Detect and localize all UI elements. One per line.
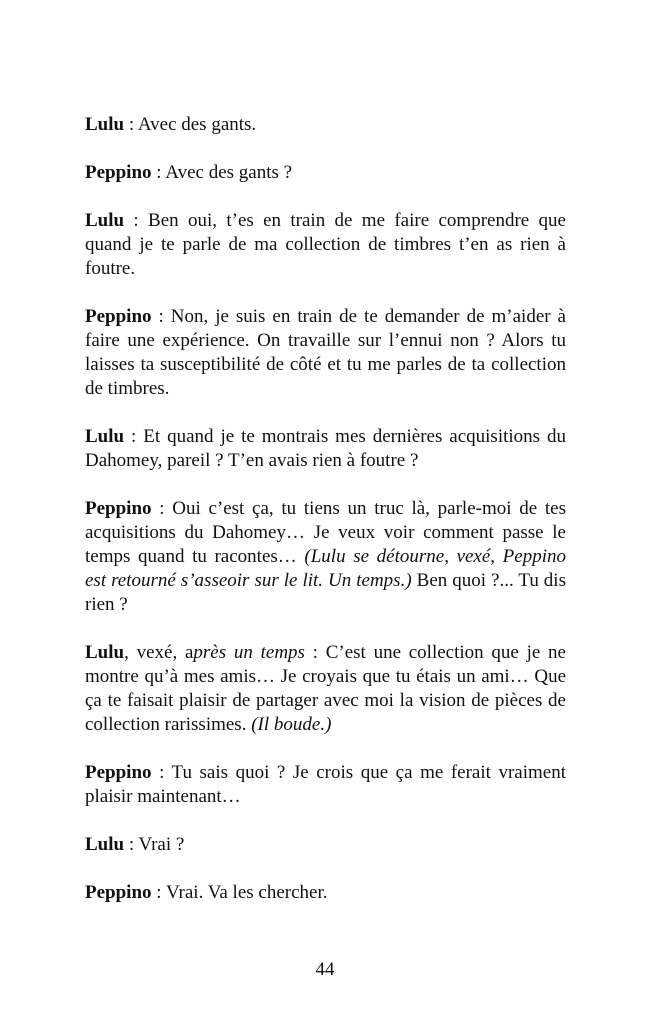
speaker-name: Peppino bbox=[85, 498, 152, 519]
dialogue-line: , vexé, a bbox=[124, 642, 194, 663]
speaker-name: Lulu bbox=[85, 114, 125, 135]
dialogue-paragraph bbox=[85, 209, 566, 281]
dialogue-line: Ben quoi ?... Tu dis rien ? bbox=[85, 570, 566, 615]
page-body bbox=[85, 113, 566, 929]
speaker-name: Peppino bbox=[85, 162, 152, 183]
dialogue-paragraph bbox=[85, 161, 566, 185]
dialogue-line: : Avec des gants. bbox=[124, 114, 257, 135]
dialogue-text bbox=[85, 113, 566, 905]
speaker-name: Peppino bbox=[85, 306, 152, 327]
speaker-name: Peppino bbox=[85, 882, 152, 903]
dialogue-line: : Tu sais quoi ? Je crois que ça me ferait vraiment plaisir maintenant… bbox=[85, 762, 566, 807]
dialogue-line: : Non, je suis en train de te demander de m’aider à faire une expérience. On travaille sur l’ennui non ? Alors tu laisses ta susceptibilité de côté et tu me parles de ta collection de timbres. bbox=[85, 306, 566, 399]
dialogue-paragraph bbox=[85, 113, 566, 137]
dialogue-paragraph bbox=[85, 881, 566, 905]
page-number: 44 bbox=[315, 959, 335, 980]
speaker-name: Lulu bbox=[85, 210, 125, 231]
dialogue-paragraph bbox=[85, 641, 566, 737]
dialogue-line: : Et quand je te montrais mes dernières acquisitions du Dahomey, pareil ? T’en avais rien à foutre ? bbox=[85, 426, 566, 471]
dialogue-paragraph bbox=[85, 425, 566, 473]
dialogue-line: : Ben oui, t’es en train de me faire comprendre que quand je te parle de ma collection de timbres t’en as rien à foutre. bbox=[85, 210, 566, 279]
dialogue-line: : Avec des gants ? bbox=[151, 162, 293, 183]
stage-direction: (Lulu se détourne, vexé, Peppino est retourné s’asseoir sur le lit. Un temps.) bbox=[85, 546, 566, 591]
stage-direction: (Il boude.) bbox=[251, 714, 332, 735]
dialogue-paragraph bbox=[85, 761, 566, 809]
dialogue-line: : Oui c’est ça, tu tiens un truc là, parle-moi de tes acquisitions du Dahomey… Je veux voir comment passe le temps quand tu racontes… bbox=[85, 498, 566, 567]
speaker-name: Lulu bbox=[85, 426, 125, 447]
dialogue-line: : Vrai ? bbox=[124, 834, 185, 855]
stage-direction: près un temps bbox=[193, 642, 305, 663]
dialogue-paragraph bbox=[85, 833, 566, 857]
dialogue-line: : C’est une collection que je ne montre qu’à mes amis… Je croyais que tu étais un ami… Que ça te faisait plaisir de partager avec moi la vision de pièces de collection rarissimes. bbox=[85, 642, 566, 735]
speaker-name: Lulu bbox=[85, 834, 125, 855]
dialogue-line: : Vrai. Va les chercher. bbox=[151, 882, 328, 903]
speaker-name: Peppino bbox=[85, 762, 152, 783]
dialogue-paragraph bbox=[85, 305, 566, 401]
dialogue-paragraph bbox=[85, 497, 566, 617]
speaker-name: Lulu bbox=[85, 642, 125, 663]
